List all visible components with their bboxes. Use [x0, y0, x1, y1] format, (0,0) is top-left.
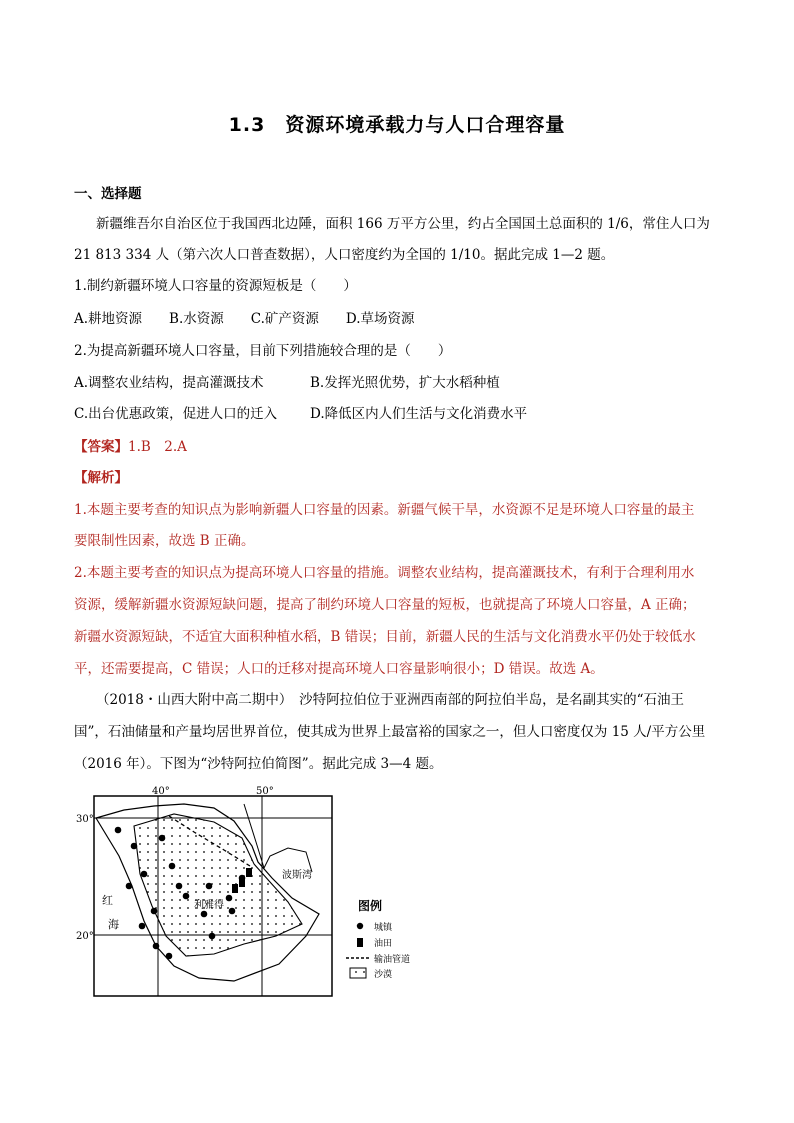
town-marker: [206, 883, 213, 890]
legend-town-symbol: [357, 923, 363, 929]
town-marker: [169, 863, 176, 870]
saudi-arabia-map: [74, 786, 434, 1006]
passage1-line1: 新疆维吾尔自治区位于我国西北边陲，面积 166 万平方公里，约占全国国土总面积的 1/6，常住人口为: [96, 216, 710, 232]
town-marker: [239, 875, 246, 882]
town-marker: [201, 911, 208, 918]
passage1-line2: 21 813 334 人（第六次人口普查数据），人口密度约为全国的 1/10。据此完成 1—2 题。: [74, 247, 615, 263]
label-red-sea-1: 红: [102, 894, 113, 907]
label-lat-20: 20°: [76, 931, 94, 942]
town-marker: [183, 893, 190, 900]
town-marker: [115, 827, 122, 834]
label-persian-gulf: 波斯湾: [282, 870, 312, 881]
town-marker: [166, 953, 173, 960]
section-heading: 一、选择题: [74, 186, 142, 202]
q1-options: A.耕地资源 B.水资源 C.矿产资源 D.草场资源: [74, 311, 415, 327]
town-marker: [131, 843, 138, 850]
q2-option-d: D.降低区内人们生活与文化消费水平: [310, 406, 528, 422]
town-marker: [226, 895, 233, 902]
town-marker: [139, 923, 146, 930]
q1-stem: 1.制约新疆环境人口容量的资源短板是（ ）: [74, 278, 357, 294]
analysis-p2-line3: 新疆水资源短缺，不适宜大面积种植水稻，B 错误；目前，新疆人民的生活与文化消费水平仍处于较低水: [74, 629, 696, 645]
label-red-sea-2: 海: [108, 918, 119, 931]
analysis-p1-line1: 1.本题主要考查的知识点为影响新疆人口容量的因素。新疆气候干旱，水资源不足是环境人口容量的最主: [74, 502, 695, 518]
q2-option-c: C.出台优惠政策，促进人口的迁入: [74, 406, 278, 422]
label-lon-40: 40°: [152, 786, 170, 797]
analysis-p1-line2: 要限制性因素，故选 B 正确。: [74, 533, 255, 549]
label-riyadh: 利雅得: [194, 900, 224, 911]
passage2-line2: 国”，石油储量和产量均居世界首位，使其成为世界上最富裕的国家之一，但人口密度仅为 15 人/平方公里: [74, 724, 706, 740]
town-marker: [126, 883, 133, 890]
answer-line: [74, 437, 724, 457]
analysis-p2-line1: 2.本题主要考查的知识点为提高环境人口容量的措施。调整农业结构，提高灌溉技术，有利于合理利用水: [74, 565, 695, 581]
passage2-line3: （2016 年）。下图为“沙特阿拉伯简图”。据此完成 3—4 题。: [74, 756, 443, 772]
town-marker: [159, 835, 166, 842]
oilfield-marker: [232, 884, 238, 893]
legend-desert-symbol: [350, 968, 366, 978]
oilfield-marker: [246, 868, 252, 877]
passage2-line1: （2018・山西大附中高二期中） 沙特阿拉伯位于亚洲西南部的阿拉伯半岛，是名副其实的“石油王: [96, 692, 685, 708]
legend-desert: 沙漠: [374, 970, 393, 980]
answer-text: 1.B 2.A: [128, 439, 187, 455]
q2-option-a: A.调整农业结构，提高灌溉技术: [74, 375, 264, 391]
town-marker: [151, 908, 158, 915]
town-marker: [229, 908, 236, 915]
legend-oilfield-symbol: [357, 938, 363, 947]
answer-label: 【答案】: [74, 439, 128, 455]
legend-pipeline: 输油管道: [374, 955, 411, 965]
analysis-label: 【解析】: [74, 470, 128, 486]
town-marker: [176, 883, 183, 890]
analysis-p2-line4: 平，还需要提高，C 错误；人口的迁移对提高环境人口容量影响很小；D 错误。故选 A。: [74, 661, 604, 677]
legend-title: 图例: [358, 899, 383, 913]
town-marker: [209, 933, 216, 940]
map-legend: [346, 898, 410, 980]
analysis-p2-line2: 资源，缓解新疆水资源短缺问题，提高了制约环境人口容量的短板，也就提高了环境人口容量，A 正确；: [74, 597, 696, 613]
town-marker: [153, 943, 160, 950]
page-title: 1.3 资源环境承载力与人口合理容量: [228, 114, 566, 136]
legend-oilfield: 油田: [374, 939, 393, 949]
legend-town: 城镇: [374, 923, 393, 933]
label-lat-30: 30°: [76, 814, 94, 825]
gulf-coast: [244, 804, 312, 872]
town-marker: [141, 871, 148, 878]
q2-stem: 2.为提高新疆环境人口容量，目前下列措施较合理的是（ ）: [74, 343, 452, 359]
q2-option-b: B.发挥光照优势，扩大水稻种植: [310, 375, 500, 391]
label-lon-50: 50°: [256, 786, 274, 797]
